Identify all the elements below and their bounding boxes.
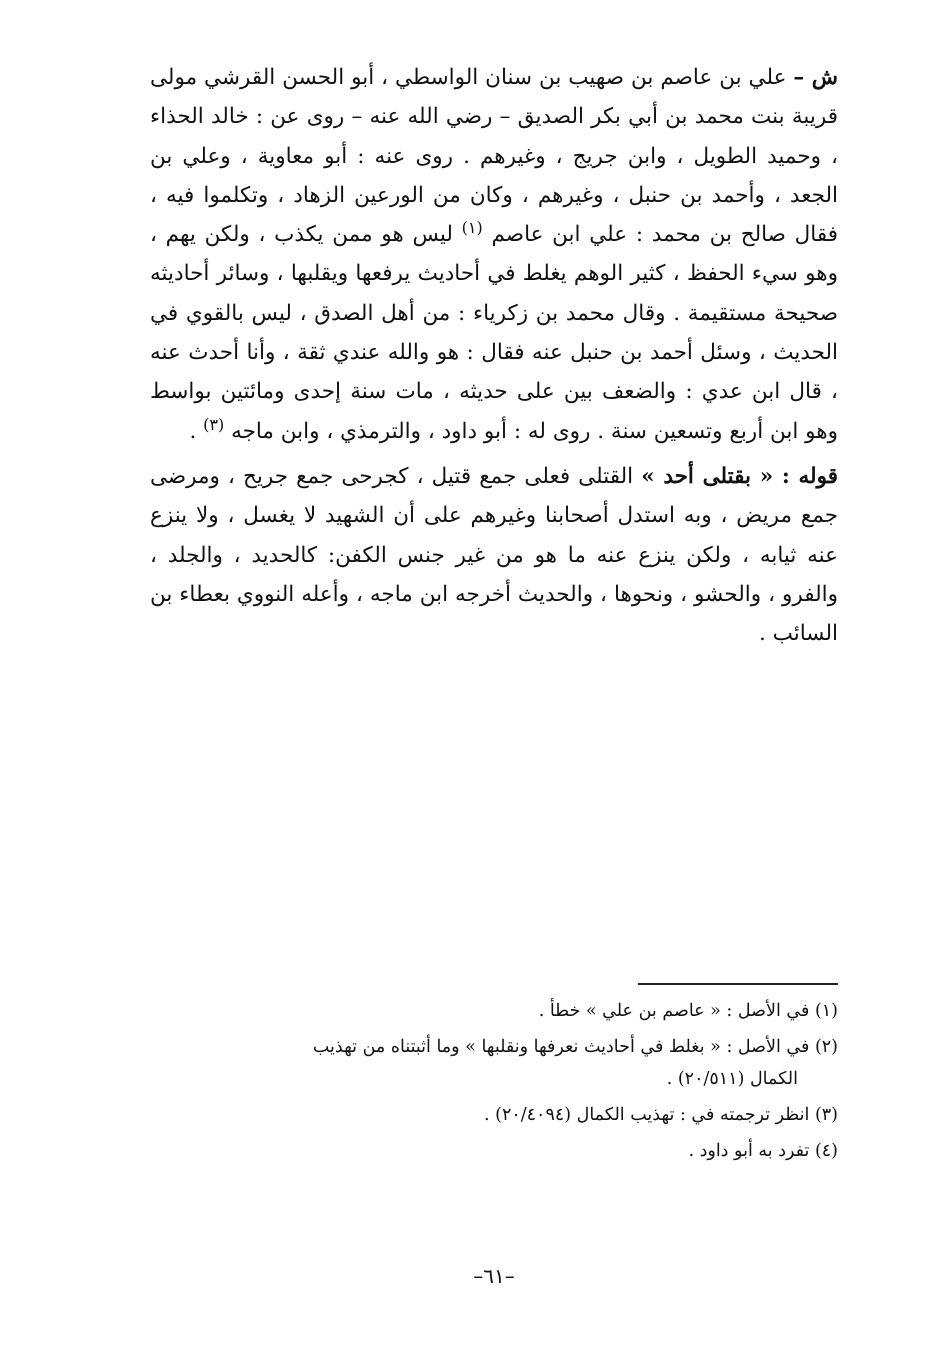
footnote-text: انظر ترجمته في : تهذيب الكمال (٢٠/٤٠٩٤) .: [484, 1105, 815, 1125]
footnote-text: في الأصل : « بغلط في أحاديث نعرفها ونقلبها » وما أثبتناه من تهذيب: [312, 1037, 815, 1057]
commentary-text: القتلى فعلى جمع قتيل ، كجرحى جمع جريح ، ومرضى جمع مريض ، وبه استدل أصحابنا وغيرهم على أن الشهيد لا يغسل ، ولا ينزع عنه ثيابه ، ولكن ينزع عنه ما هو من غير جنس الكفن: كالحديد ، والجلد ، والفرو ، والحشو ، ونحوها ، والحديث أخرجه ابن ماجه ، وأعله النووي بعطاء بن السائب .: [150, 463, 838, 647]
biography-text-part-1: علي بن عاصم بن صهيب بن سنان الواسطي ، أبو الحسن القرشي مولى قريبة بنت محمد بن أبي بكر الصديق – رضي الله عنه – روى عن : خالد الحذاء ، وحميد الطويل ، وابن جريج ، وغيرهم . روى عنه : أبو معاوية ، وعلي بن الجعد ، وأحمد بن حنبل ، وغيرهم ، وكان من الورعين الزهاد ، وتكلموا فيه ، فقال صالح بن محمد : علي ابن عاصم: [150, 65, 838, 248]
footnote-2: [150, 1031, 838, 1095]
footnote-number: (٣): [814, 1105, 838, 1125]
main-text: [150, 58, 838, 653]
biography-text-part-2: ليس هو ممن يكذب ، ولكن يهم ، وهو سيء الحفظ ، كثير الوهم يغلط في أحاديث يرفعها ويقلبها ، وسائر أحاديثه صحيحة مستقيمة . وقال محمد بن زكرياء : من أهل الصدق ، ليس بالقوي في الحديث ، وسئل أحمد بن حنبل عنه فقال : هو والله عندي ثقة ، وأنا أحدث عنه ، قال ابن عدي : والضعف بين على حديثه ، مات سنة إحدى ومائتين بواسط وهو ابن أربع وتسعين سنة . روى له : أبو داود ، والترمذي ، وابن ماجه: [150, 222, 838, 444]
footnote-continuation: الكمال (٢٠/٥١١) .: [666, 1069, 798, 1089]
footnote-3: [150, 1099, 838, 1131]
footnotes: [150, 995, 838, 1171]
footnote-number: (٤): [814, 1141, 838, 1161]
commentary-marker: ش –: [793, 65, 838, 90]
footnote-number: (١): [814, 1001, 838, 1021]
footnote-text: تفرد به أبو داود .: [688, 1141, 815, 1161]
footnote-1: [150, 995, 838, 1027]
page: [150, 58, 838, 1328]
narrator-biography-paragraph: [150, 58, 838, 451]
page-number: –٦١–: [473, 1264, 515, 1288]
biography-text-end: .: [189, 418, 204, 444]
commentary-heading: قوله : « بقتلى أحد »: [641, 463, 838, 489]
footnote-4: [150, 1135, 838, 1167]
footnote-ref-1[interactable]: (١): [461, 218, 483, 238]
footnote-separator: [638, 983, 838, 985]
footnote-text: في الأصل : « عاصم بن علي » خطأ .: [538, 1001, 815, 1021]
commentary-paragraph: [150, 457, 838, 653]
footnote-ref-3[interactable]: (٣): [203, 414, 225, 434]
footnote-number: (٢): [814, 1037, 838, 1057]
